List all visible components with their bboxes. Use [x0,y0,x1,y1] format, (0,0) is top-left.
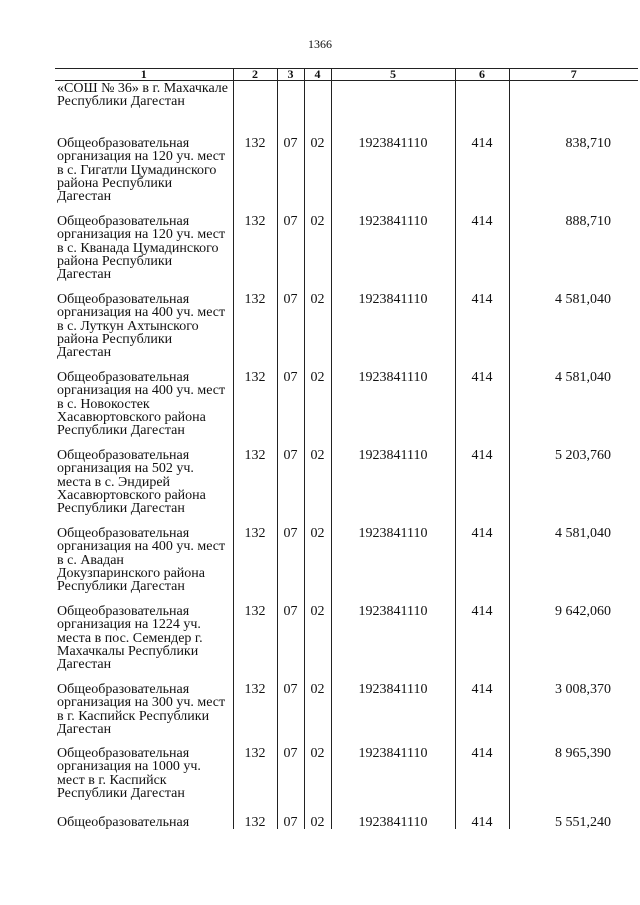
organization-name: Общеобразовательная организация на 502 уч. места в с. Эндирей Хасавюртовского района Республики Дагестан [57,448,206,517]
code-cell: 414 [455,524,509,602]
table-row [55,212,638,290]
organization-name: Общеобразовательная [57,815,190,830]
code-cell: 132 [233,744,277,813]
code-cell: 02 [304,212,331,290]
code-cell [233,81,277,135]
column-header: 4 [304,69,331,81]
organization-name: Общеобразовательная организация на 400 уч. мест в с. Новокостек Хасавюртовского района Республики Дагестан [57,370,226,439]
organization-name: «СОШ № 36» в г. Махачкале Республики Дагестан [57,81,229,110]
code-cell: 132 [233,602,277,680]
code-cell: 1923841110 [331,813,455,829]
code-cell: 02 [304,446,331,524]
code-cell: 132 [233,290,277,368]
code-cell: 132 [233,212,277,290]
table-row [55,524,638,602]
code-cell: 02 [304,602,331,680]
code-cell: 07 [277,290,304,368]
code-cell: 07 [277,680,304,744]
code-cell: 07 [277,446,304,524]
organization-name: Общеобразовательная организация на 1224 уч. места в пос. Семендер г. Махачкалы Республики Дагестан [57,604,203,673]
code-cell: 07 [277,368,304,446]
code-cell: 07 [277,744,304,813]
code-cell: 02 [304,813,331,829]
column-header: 6 [455,69,509,81]
code-cell: 02 [304,368,331,446]
code-cell: 1923841110 [331,680,455,744]
table-row [55,446,638,524]
code-cell: 02 [304,290,331,368]
code-cell: 1923841110 [331,524,455,602]
code-cell: 414 [455,446,509,524]
column-header: 2 [233,69,277,81]
organization-name: Общеобразовательная организация на 1000 уч. мест в г. Каспийск Республики Дагестан [57,746,201,801]
column-header: 5 [331,69,455,81]
code-cell: 1923841110 [331,744,455,813]
amount-cell [509,81,638,135]
code-cell: 07 [277,134,304,212]
code-cell: 132 [233,446,277,524]
code-cell [304,81,331,135]
amount-cell: 3 008,370 [509,680,638,744]
table-row [55,744,638,813]
amount-cell: 9 642,060 [509,602,638,680]
code-cell: 02 [304,524,331,602]
amount-cell: 4 581,040 [509,368,638,446]
organization-name: Общеобразовательная организация на 120 уч. мест в с. Гигатли Цумадинского района Республики Дагестан [57,136,226,205]
code-cell [277,81,304,135]
code-cell: 07 [277,813,304,829]
code-cell: 07 [277,602,304,680]
table-row [55,602,638,680]
table-row [55,81,638,135]
code-cell: 07 [277,212,304,290]
table-row [55,290,638,368]
header-row [55,69,638,81]
code-cell: 02 [304,680,331,744]
amount-cell: 8 965,390 [509,744,638,813]
code-cell: 1923841110 [331,446,455,524]
code-cell: 414 [455,290,509,368]
budget-table [55,68,638,829]
code-cell [331,81,455,135]
amount-cell: 838,710 [509,134,638,212]
amount-cell: 5 551,240 [509,813,638,829]
table-row [55,368,638,446]
code-cell: 414 [455,680,509,744]
amount-cell: 4 581,040 [509,290,638,368]
column-header: 7 [509,69,638,81]
code-cell: 1923841110 [331,134,455,212]
code-cell: 132 [233,680,277,744]
table-row [55,813,638,829]
amount-cell: 4 581,040 [509,524,638,602]
code-cell: 1923841110 [331,290,455,368]
column-header: 3 [277,69,304,81]
organization-name: Общеобразовательная организация на 120 уч. мест в с. Кванада Цумадинского района Республики Дагестан [57,214,226,283]
code-cell: 132 [233,134,277,212]
code-cell: 1923841110 [331,212,455,290]
code-cell: 414 [455,212,509,290]
amount-cell: 888,710 [509,212,638,290]
code-cell [455,81,509,135]
organization-name: Общеобразовательная организация на 300 уч. мест в г. Каспийск Республики Дагестан [57,682,226,737]
code-cell: 02 [304,744,331,813]
organization-name: Общеобразовательная организация на 400 уч. мест в с. Авадан Докузпаринского района Республики Дагестан [57,526,226,595]
code-cell: 414 [455,368,509,446]
code-cell: 132 [233,813,277,829]
code-cell: 1923841110 [331,368,455,446]
code-cell: 414 [455,744,509,813]
code-cell: 1923841110 [331,602,455,680]
page-number: 1366 [308,37,332,51]
amount-cell: 5 203,760 [509,446,638,524]
code-cell: 414 [455,813,509,829]
table-row [55,680,638,744]
code-cell: 07 [277,524,304,602]
column-header: 1 [55,69,233,81]
code-cell: 414 [455,134,509,212]
table-row [55,134,638,212]
code-cell: 132 [233,368,277,446]
code-cell: 414 [455,602,509,680]
code-cell: 02 [304,134,331,212]
organization-name: Общеобразовательная организация на 400 уч. мест в с. Луткун Ахтынского района Республики Дагестан [57,292,226,361]
code-cell: 132 [233,524,277,602]
